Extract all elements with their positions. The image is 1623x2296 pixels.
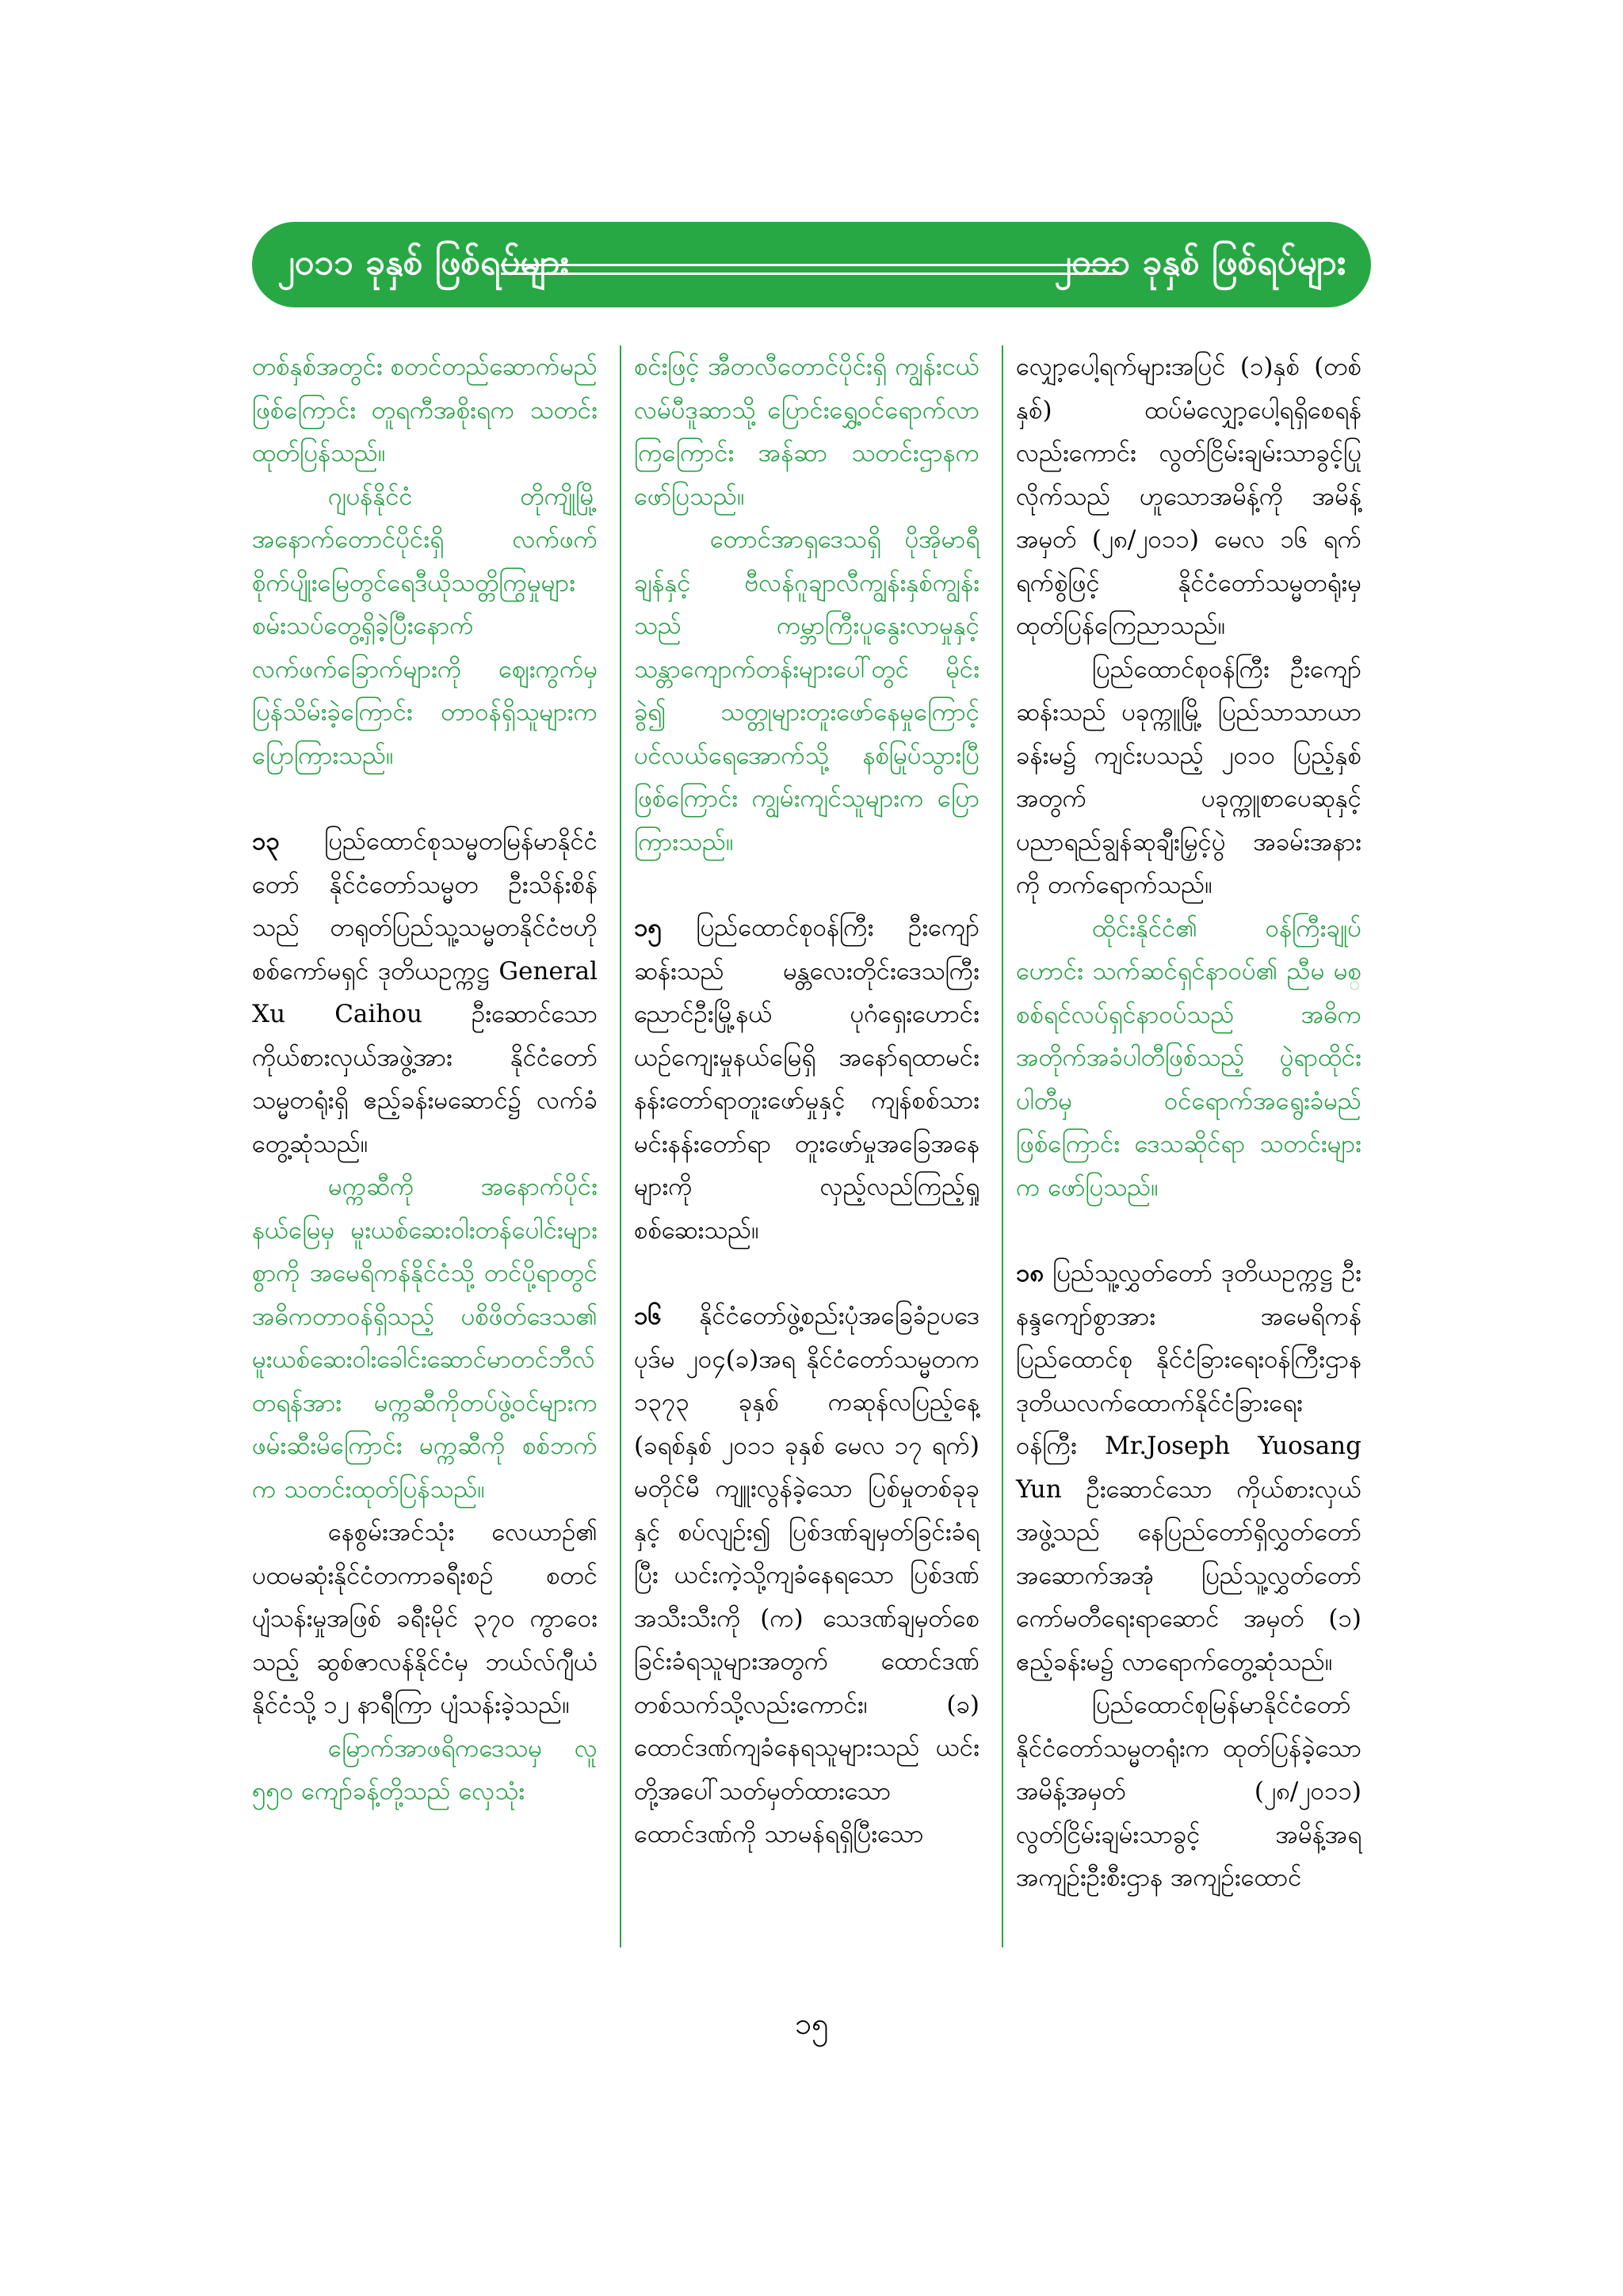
paragraph-text: လျှော့ပေါ့ရက်များအပြင် (၁)နှစ် (တစ်နှစ်) ထပ်မံလျှော့ပေါ့ရရှိစေရန်လည်းကောင်း လွတ်ငြိမ်းချမ်းသာခွင့်ပြုလိုက်သည် ဟူသောအမိန့်ကို အမိန့်အမှတ် (၂၈/၂၀၁၁) မေလ ၁၆ ရက် ရက်စွဲဖြင့် နိုင်ငံတော်သမ္မတရုံးမှ ထုတ်ပြန်ကြေညာသည်။ xyxy=(1016,353,1361,640)
paragraph-text: ပြည်သူ့လွှတ်တော် ဒုတိယဥက္ကဋ္ဌ ဦးနန္ဒကျော်စွာအား အမေရိကန်ပြည်ထောင်စု နိုင်ငံခြားရေးဝန်ကြီးဌာန ဒုတိယလက်ထောက်နိုင်ငံခြားရေးဝန်ကြီး Mr.Joseph Yuosang Yun ဦးဆောင်သော ကိုယ်စားလှယ်အဖွဲ့သည် နေပြည်တော်ရှိလွှတ်တော်အဆောက်အအုံ ပြည်သူ့လွှတ်တော်ကော်မတီရေးရာဆောင် အမှတ် (၁) ဧည့်ခန်းမ၌ လာရောက်တွေ့ဆုံသည်။ xyxy=(1016,1259,1361,1676)
dated-entry xyxy=(1016,1252,1361,1684)
paragraph xyxy=(1016,907,1361,1210)
paragraph xyxy=(1016,1684,1361,1900)
date-number: ၁၈ xyxy=(1016,1259,1044,1287)
paragraph xyxy=(252,475,598,778)
paragraph-text: ပြည်ထောင်စုဝန်ကြီး ဦးကျော်ဆန်းသည် ပခုက္ကူမြို့ ပြည်သာသာယာခန်းမ၌ ကျင်းပသည့် ၂၀၁၀ ပြည့်နှစ်အတွက် ပခုက္ကူစာပေဆုနှင့် ပညာရည်ချွန်ဆုချီးမြှင့်ပွဲ အခမ်းအနားကို တက်ရောက်သည်။ xyxy=(1016,654,1361,899)
column-divider-2 xyxy=(1002,345,1003,1947)
paragraph-text: ပြည်ထောင်စုဝန်ကြီး ဦးကျော်ဆန်းသည် မန္တလေးတိုင်းဒေသကြီး ညောင်ဦးမြို့နယ် ပုဂံရှေးဟောင်းယဉ်ကျေးမှုနယ်မြေရှိ အနော်ရထာမင်း နန်းတော်ရာတူးဖော်မှုနှင့် ကျန်စစ်သားမင်းနန်းတော်ရာ တူးဖော်မှုအခြေအနေများကို လှည့်လည်ကြည့်ရှုစစ်ဆေးသည်။ xyxy=(634,913,980,1245)
paragraph-text: နိုင်ငံတော်ဖွဲ့စည်းပုံအခြေခံဥပဒေပုဒ်မ ၂၀၄(ခ)အရ နိုင်ငံတော်သမ္မတက ၁၃၇၃ ခုနှစ် ကဆုန်လပြည့်နေ့ (ခရစ်နှစ် ၂၀၁၁ ခုနှစ် မေလ ၁၇ ရက်) မတိုင်မီ ကျူးလွန်ခဲ့သော ပြစ်မှုတစ်ခုခုနှင့် စပ်လျဉ်း၍ ပြစ်ဒဏ်ချမှတ်ခြင်းခံရပြီး ယင်းကဲ့သို့ကျခံနေရသော ပြစ်ဒဏ်အသီးသီးကို (က) သေဒဏ်ချမှတ်စေခြင်းခံရသူများအတွက် ထောင်ဒဏ်တစ်သက်သို့လည်းကောင်း၊ (ခ) ထောင်ဒဏ်ကျခံနေရသူများသည် ယင်းတို့အပေါ်သတ်မှတ်ထားသော ထောင်ဒဏ်ကို သာမန်ရရှိပြီးသော xyxy=(634,1302,980,1848)
paragraph-text: တောင်အာရှဒေသရှိ ပိုအိုမာရီချန်နှင့် ဗီလန်ဂူချာလီကျွန်းနှစ်ကျွန်းသည် ကမ္ဘာကြီးပူနွေးလာမှုနှင့် သန္တာကျောက်တန်းများပေါ်တွင် မိုင်းခွဲ၍ သတ္တုများတူးဖော်နေမှုကြောင့် ပင်လယ်ရေအောက်သို့ နစ်မြုပ်သွားပြီ ဖြစ်ကြောင်း ကျွမ်းကျင်သူများက ပြောကြားသည်။ xyxy=(634,525,980,856)
dated-entry xyxy=(252,820,598,1165)
page-number: ၁၅ xyxy=(794,2006,829,2041)
paragraph-text: ဂျပန်နိုင်ငံ တိုကျိုမြို့ အနောက်တောင်ပိုင်းရှိ လက်ဖက်စိုက်ပျိုးမြေတွင်ရေဒီယိုသတ္တိကြွမှုများ စမ်းသပ်တွေ့ရှိခဲ့ပြီးနောက် လက်ဖက်ခြောက်များကို ဈေးကွက်မှ ပြန်သိမ်းခဲ့ကြောင်း တာဝန်ရှိသူများက ပြောကြားသည်။ xyxy=(252,482,598,770)
paragraph xyxy=(1016,648,1361,907)
paragraph xyxy=(252,1165,598,1511)
date-number: ၁၃ xyxy=(252,827,280,856)
header-right-title: ၂၀၁၁ ခုနှစ် ဖြစ်ရပ်များ xyxy=(1054,242,1346,283)
paragraph-text: တစ်နှစ်အတွင်း စတင်တည်ဆောက်မည်ဖြစ်ကြောင်း တူရကီအစိုးရက သတင်းထုတ်ပြန်သည်။ xyxy=(252,353,598,467)
paragraph xyxy=(634,345,980,518)
date-number: ၁၅ xyxy=(634,913,662,942)
date-number: ၁၆ xyxy=(634,1302,662,1330)
paragraph-text: မြောက်အာဖရိကဒေသမှ လူ ၅၅၀ ကျော်ခန့်တို့သည် လှေသုံး xyxy=(252,1733,598,1806)
text-column-3 xyxy=(1016,345,1361,1900)
paragraph xyxy=(252,1511,598,1727)
paragraph-text: ပြည်ထောင်စုသမ္မတမြန်မာနိုင်ငံတော် နိုင်ငံတော်သမ္မတ ဦးသိန်းစိန်သည် တရုတ်ပြည်သူ့သမ္မတနိုင်ငံဗဟိုစစ်ကော်မရှင် ဒုတိယဥက္ကဋ္ဌ General Xu Caihou ဦးဆောင်သောကိုယ်စားလှယ်အဖွဲ့အား နိုင်ငံတော်သမ္မတရုံးရှိ ဧည့်ခန်းမဆောင်၌ လက်ခံတွေ့ဆုံသည်။ xyxy=(252,827,598,1158)
paragraph xyxy=(1016,345,1361,648)
paragraph-text: မက္ကဆီကို အနောက်ပိုင်းနယ်မြေမှ မူးယစ်ဆေးဝါးတန်ပေါင်းများစွာကို အမေရိကန်နိုင်ငံသို့ တင်ပို့ရာတွင် အဓိကတာဝန်ရှိသည့် ပစိဖိတ်ဒေသ၏ မူးယစ်ဆေးဝါးခေါင်းဆောင်မာတင်ဘီလ်တရန်အား မက္ကဆီကိုတပ်ဖွဲ့ဝင်များက ဖမ်းဆီးမိကြောင်း မက္ကဆီကို စစ်ဘက်က သတင်းထုတ်ပြန်သည်။ xyxy=(252,1173,598,1504)
header-divider-rule xyxy=(501,264,1119,275)
column-divider-1 xyxy=(620,345,621,1947)
text-column-2 xyxy=(634,345,980,1856)
paragraph-text: နေစွမ်းအင်သုံး လေယာဉ်၏ ပထမဆုံးနိုင်ငံတကာခရီးစဉ် စတင်ပျံသန်းမှုအဖြစ် ခရီးမိုင် ၃၇၀ ကွာဝေးသည့် ဆွစ်ဇာလန်နိုင်ငံမှ ဘယ်လ်ဂျီယံ နိုင်ငံသို့ ၁၂ နာရီကြာ ပျံသန်းခဲ့သည်။ xyxy=(252,1518,598,1719)
paragraph-text: စင်းဖြင့် အီတလီတောင်ပိုင်းရှိ ကျွန်းငယ်လမ်ပီဒူဆာသို့ ပြောင်းရွှေ့ဝင်ရောက်လာကြကြောင်း အန်ဆာ သတင်းဌာနက ဖော်ပြသည်။ xyxy=(634,353,980,511)
paragraph xyxy=(634,518,980,864)
dated-entry xyxy=(634,1295,980,1856)
paragraph xyxy=(252,1727,598,1814)
paragraph-text: ထိုင်းနိုင်ငံ၏ ဝန်ကြီးချုပ်ဟောင်း သက်ဆင်ရှင်နာဝပ်၏ ညီမ မစ္စစ်ရင်လပ်ရှင်နာဝပ်သည် အဓိကအတိုက်အခံပါတီဖြစ်သည့် ပွဲရာထိုင်းပါတီမှ ဝင်ရောက်အရွေးခံမည် ဖြစ်ကြောင်း ဒေသဆိုင်ရာ သတင်းများက ဖော်ပြသည်။ xyxy=(1016,913,1361,1202)
paragraph-text: ပြည်ထောင်စုမြန်မာနိုင်ငံတော် နိုင်ငံတော်သမ္မတရုံးက ထုတ်ပြန်ခဲ့သောအမိန့်အမှတ် (၂၈/၂၀၁၁) လွတ်ငြိမ်းချမ်းသာခွင့် အမိန့်အရ အကျဉ်းဦးစီးဌာန အကျဉ်းထောင် xyxy=(1016,1691,1361,1892)
dated-entry xyxy=(634,906,980,1252)
header-left-title: ၂၀၁၁ ခုနှစ် ဖြစ်ရပ်များ xyxy=(277,242,569,283)
text-column-1 xyxy=(252,345,598,1814)
paragraph xyxy=(252,345,598,475)
